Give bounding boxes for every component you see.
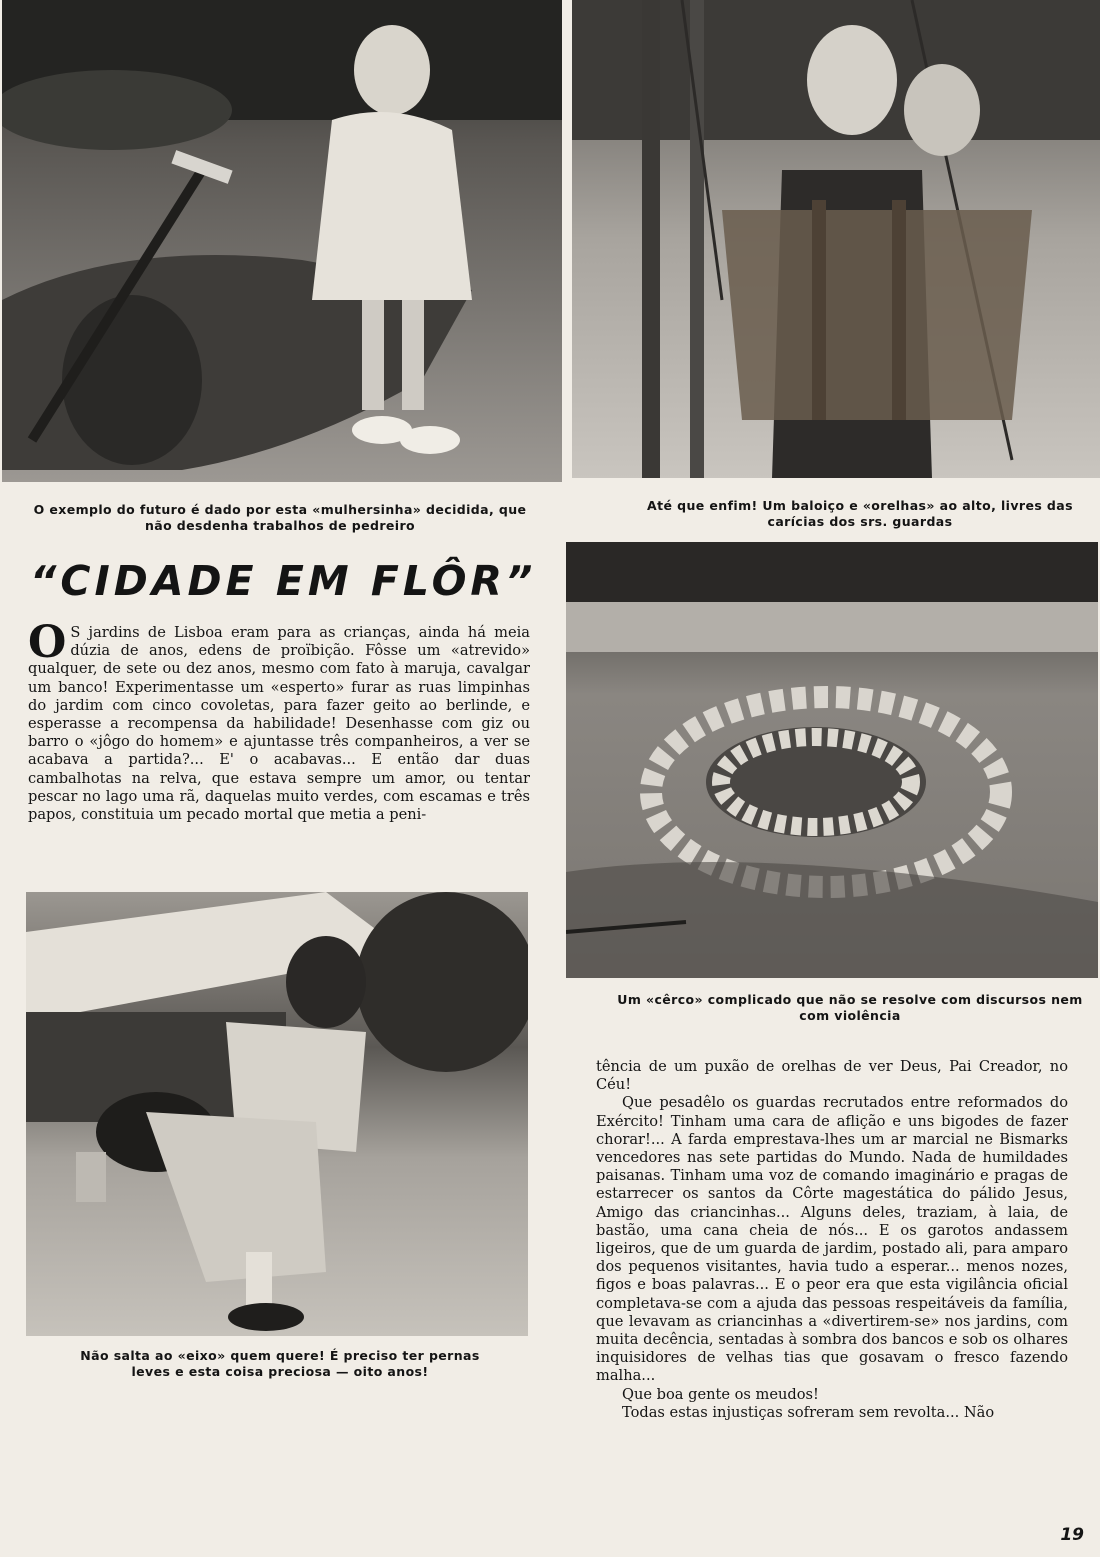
photo-leapfrog	[26, 892, 528, 1336]
photo-circle-image	[566, 542, 1098, 978]
article-paragraph-4: Que boa gente os meudos!	[622, 1385, 819, 1403]
photo-circle	[566, 542, 1098, 978]
drop-cap: O	[28, 624, 67, 668]
photo-swing-image	[572, 0, 1100, 478]
page-number: 19	[1060, 1525, 1084, 1545]
article-paragraph-5: Todas estas injustiças sofreram sem revolta... Não	[622, 1403, 995, 1421]
photo-leapfrog-image	[26, 892, 528, 1336]
photo-wheelbarrow-image	[2, 0, 562, 482]
caption-leapfrog: Não salta ao «eixo» quem quere! É preciso ter pernas leves e esta coisa preciosa — oito anos!	[80, 1348, 480, 1379]
caption-wheelbarrow: O exemplo do futuro é dado por esta «mulhersinha» decidida, que não desdenha trabalhos de pedreiro	[33, 502, 527, 533]
article-headline: “CIDADE EM FLÔR”	[30, 557, 537, 605]
caption-swing: Até que enfim! Um baloiço e «orelhas» ao alto, livres das carícias dos srs. guardas	[647, 498, 1073, 529]
article-column-2	[596, 1058, 1068, 1422]
caption-circle: Um «cêrco» complicado que não se resolve com discursos nem com violência	[617, 992, 1083, 1023]
article-paragraph-2: tência de um puxão de orelhas de ver Deus, Pai Creador, no Céu!	[596, 1058, 1068, 1094]
photo-wheelbarrow	[2, 0, 562, 482]
article-paragraph-1: S jardins de Lisboa eram para as crianças, ainda há meia dúzia de anos, edens de proïbição. Fôsse um «atrevido» qualquer, de sete ou dez anos, mesmo com fato à maruja, cavalgar um banco! Experimentasse um «esperto» furar as ruas limpinhas do jardim com cinco covoletas, para fazer geito ao berlinde, e esperasse a recompensa da habilidade! Desenhasse com giz ou barro o «jôgo do homem» e ajuntasse três companheiros, a ver se acabava a partida?... E' o acabavas... E então dar duas cambalhotas na relva, que estava sempre um amor, ou tentar pescar no lago uma rã, daquelas muito verdes, com escamas e três papos, constituia um pecado mortal que metia a peni-	[28, 624, 530, 824]
article-column-1	[28, 624, 530, 860]
article-paragraph-3: Que pesadêlo os guardas recrutados entre reformados do Exército! Tinham uma cara de aflição e uns bigodes de fazer chorar!... A farda emprestava-lhes um ar marcial ne Bismarks vencedores nas sete partidas do Mundo. Nada de humildades paisanas. Tinham uma voz de comando imaginário e pragas de estarrecer os santos da Côrte magestática do pálido Jesus, Amigo das criancinhas... Alguns deles, traziam, à laia, de bastão, uma cana cheia de nós... E os garotos andassem ligeiros, que de um guarda de jardim, postado ali, para amparo dos pequenos visitantes, havia tudo a esperar... menos nozes, figos e boas palavras... E o peor era que esta vigilância oficial completava-se com a ajuda das pessoas respeitáveis da família, que levavam as criancinhas a «divertirem-se» nos jardins, com muita decência, sentadas à sombra dos bancos e sob os olhares inquisidores de velhas tias que gosavam o fresco fazendo malha...	[596, 1094, 1068, 1385]
photo-swing	[572, 0, 1100, 478]
